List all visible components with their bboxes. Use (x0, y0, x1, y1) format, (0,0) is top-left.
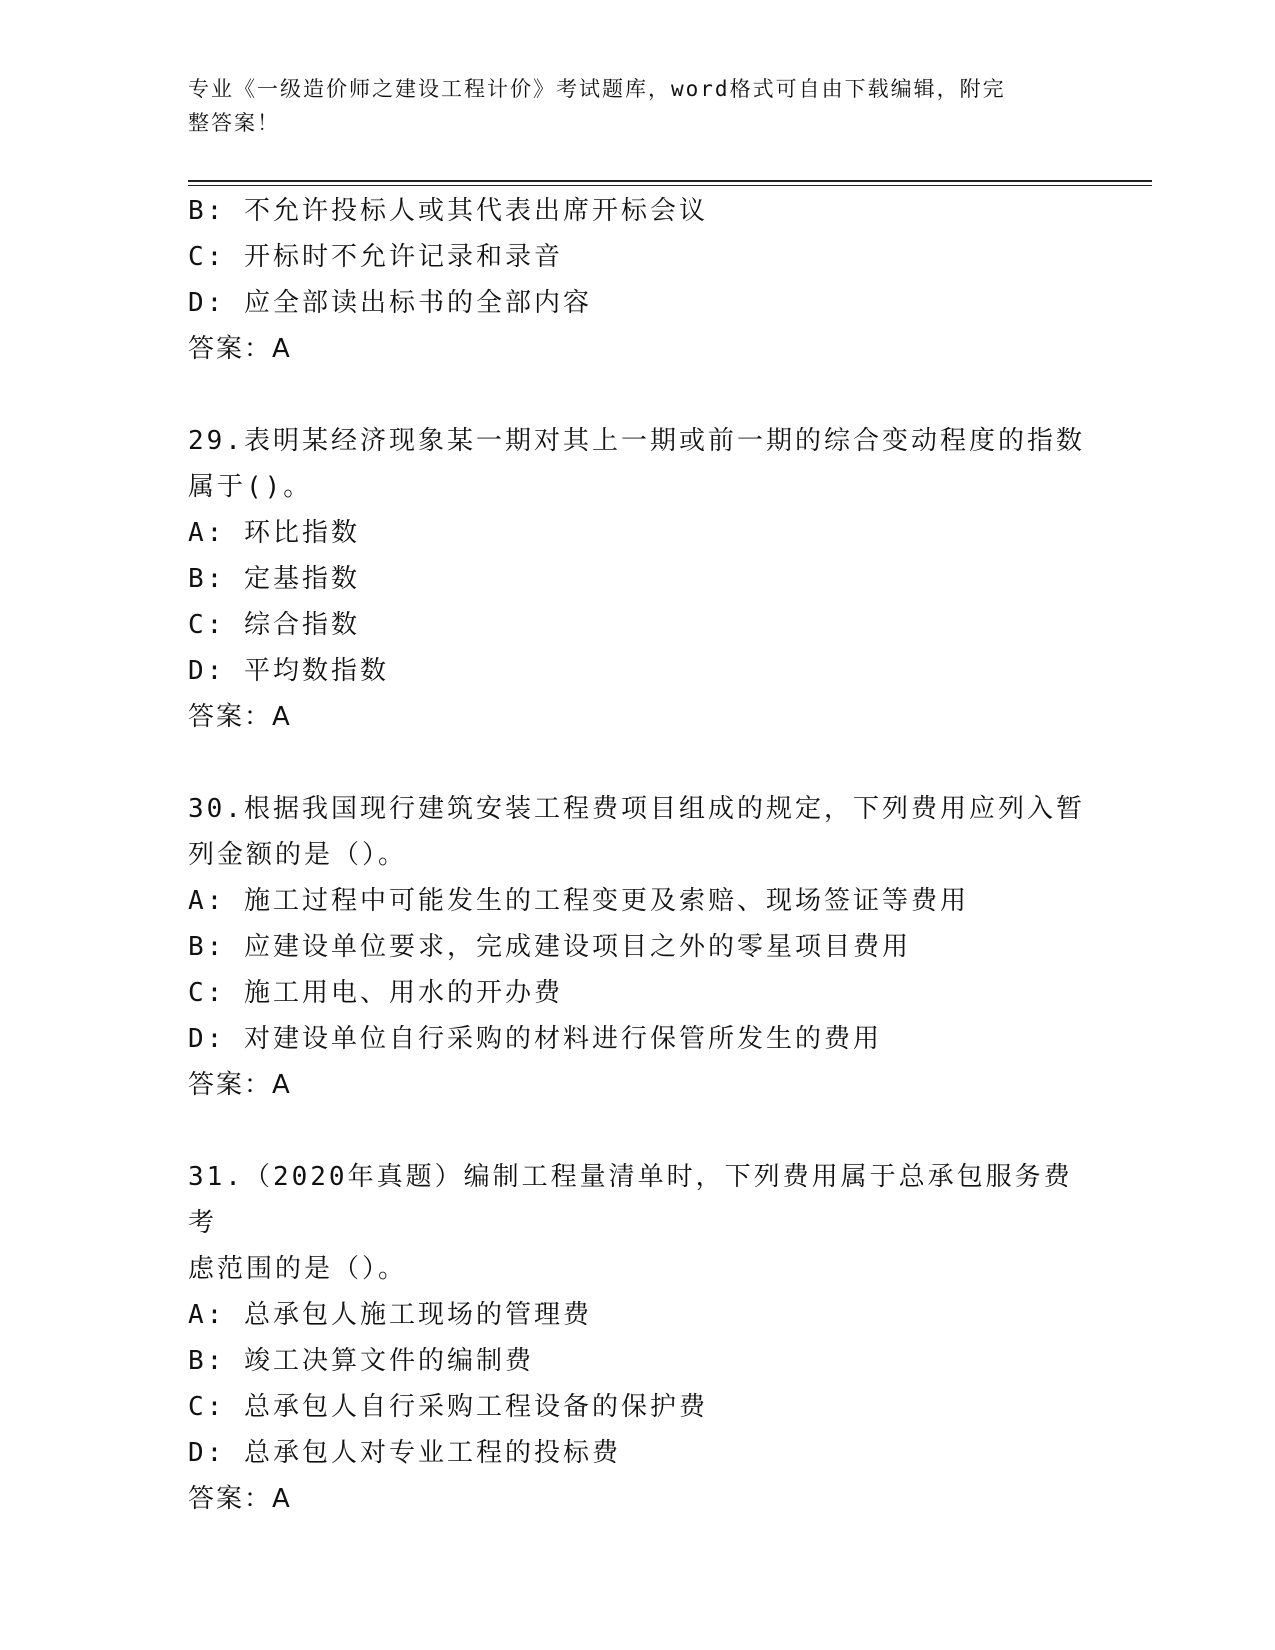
question-30 (188, 786, 1088, 1108)
header-line-1: 专业《一级造价师之建设工程计价》考试题库，word格式可自由下载编辑，附完 (188, 77, 1006, 101)
question-stem-line-2: 虑范围的是（）。 (188, 1254, 408, 1284)
option-b: B: 应建设单位要求，完成建设项目之外的零星项目费用 (188, 932, 911, 962)
option-b: B: 竣工决算文件的编制费 (188, 1346, 534, 1376)
question-stem-line-2: 列金额的是（）。 (188, 840, 408, 870)
option-b: B: 定基指数 (188, 564, 360, 594)
question-31 (188, 1154, 1088, 1522)
option-a: A: 环比指数 (188, 518, 360, 548)
header-line-2: 整答案！ (188, 111, 280, 135)
question-list (188, 188, 1088, 1522)
option-c: C: 综合指数 (188, 610, 360, 640)
question-stem-line-1: 29.表明某经济现象某一期对其上一期或前一期的综合变动程度的指数 (188, 426, 1085, 456)
option-a: A: 施工过程中可能发生的工程变更及索赔、现场签证等费用 (188, 886, 969, 916)
spacer (188, 740, 1088, 786)
question-29 (188, 418, 1088, 740)
question-stem-line-1: 31.（2020年真题）编制工程量清单时，下列费用属于总承包服务费考 (188, 1162, 1073, 1238)
option-c: C: 总承包人自行采购工程设备的保护费 (188, 1392, 708, 1422)
spacer (188, 1108, 1088, 1154)
option-a: A: 总承包人施工现场的管理费 (188, 1300, 592, 1330)
option-d: D: 平均数指数 (188, 656, 389, 686)
question-stem-line-1: 30.根据我国现行建筑安装工程费项目组成的规定，下列费用应列入暂 (188, 794, 1085, 824)
option-d: D: 总承包人对专业工程的投标费 (188, 1438, 621, 1468)
document-header (188, 72, 1068, 140)
question-28 (188, 188, 1088, 372)
spacer (188, 372, 1088, 418)
answer: 答案：A (188, 1070, 292, 1100)
option-b: B: 不允许投标人或其代表出席开标会议 (188, 196, 708, 226)
answer: 答案：A (188, 334, 292, 364)
option-d: D: 应全部读出标书的全部内容 (188, 288, 592, 318)
header-rule-thick (188, 180, 1152, 182)
option-d: D: 对建设单位自行采购的材料进行保管所发生的费用 (188, 1024, 882, 1054)
option-c: C: 开标时不允许记录和录音 (188, 242, 563, 272)
answer: 答案：A (188, 702, 292, 732)
question-stem-line-2: 属于()。 (188, 472, 313, 502)
header-rule-thin (188, 185, 1152, 186)
answer: 答案：A (188, 1484, 292, 1514)
option-c: C: 施工用电、用水的开办费 (188, 978, 563, 1008)
